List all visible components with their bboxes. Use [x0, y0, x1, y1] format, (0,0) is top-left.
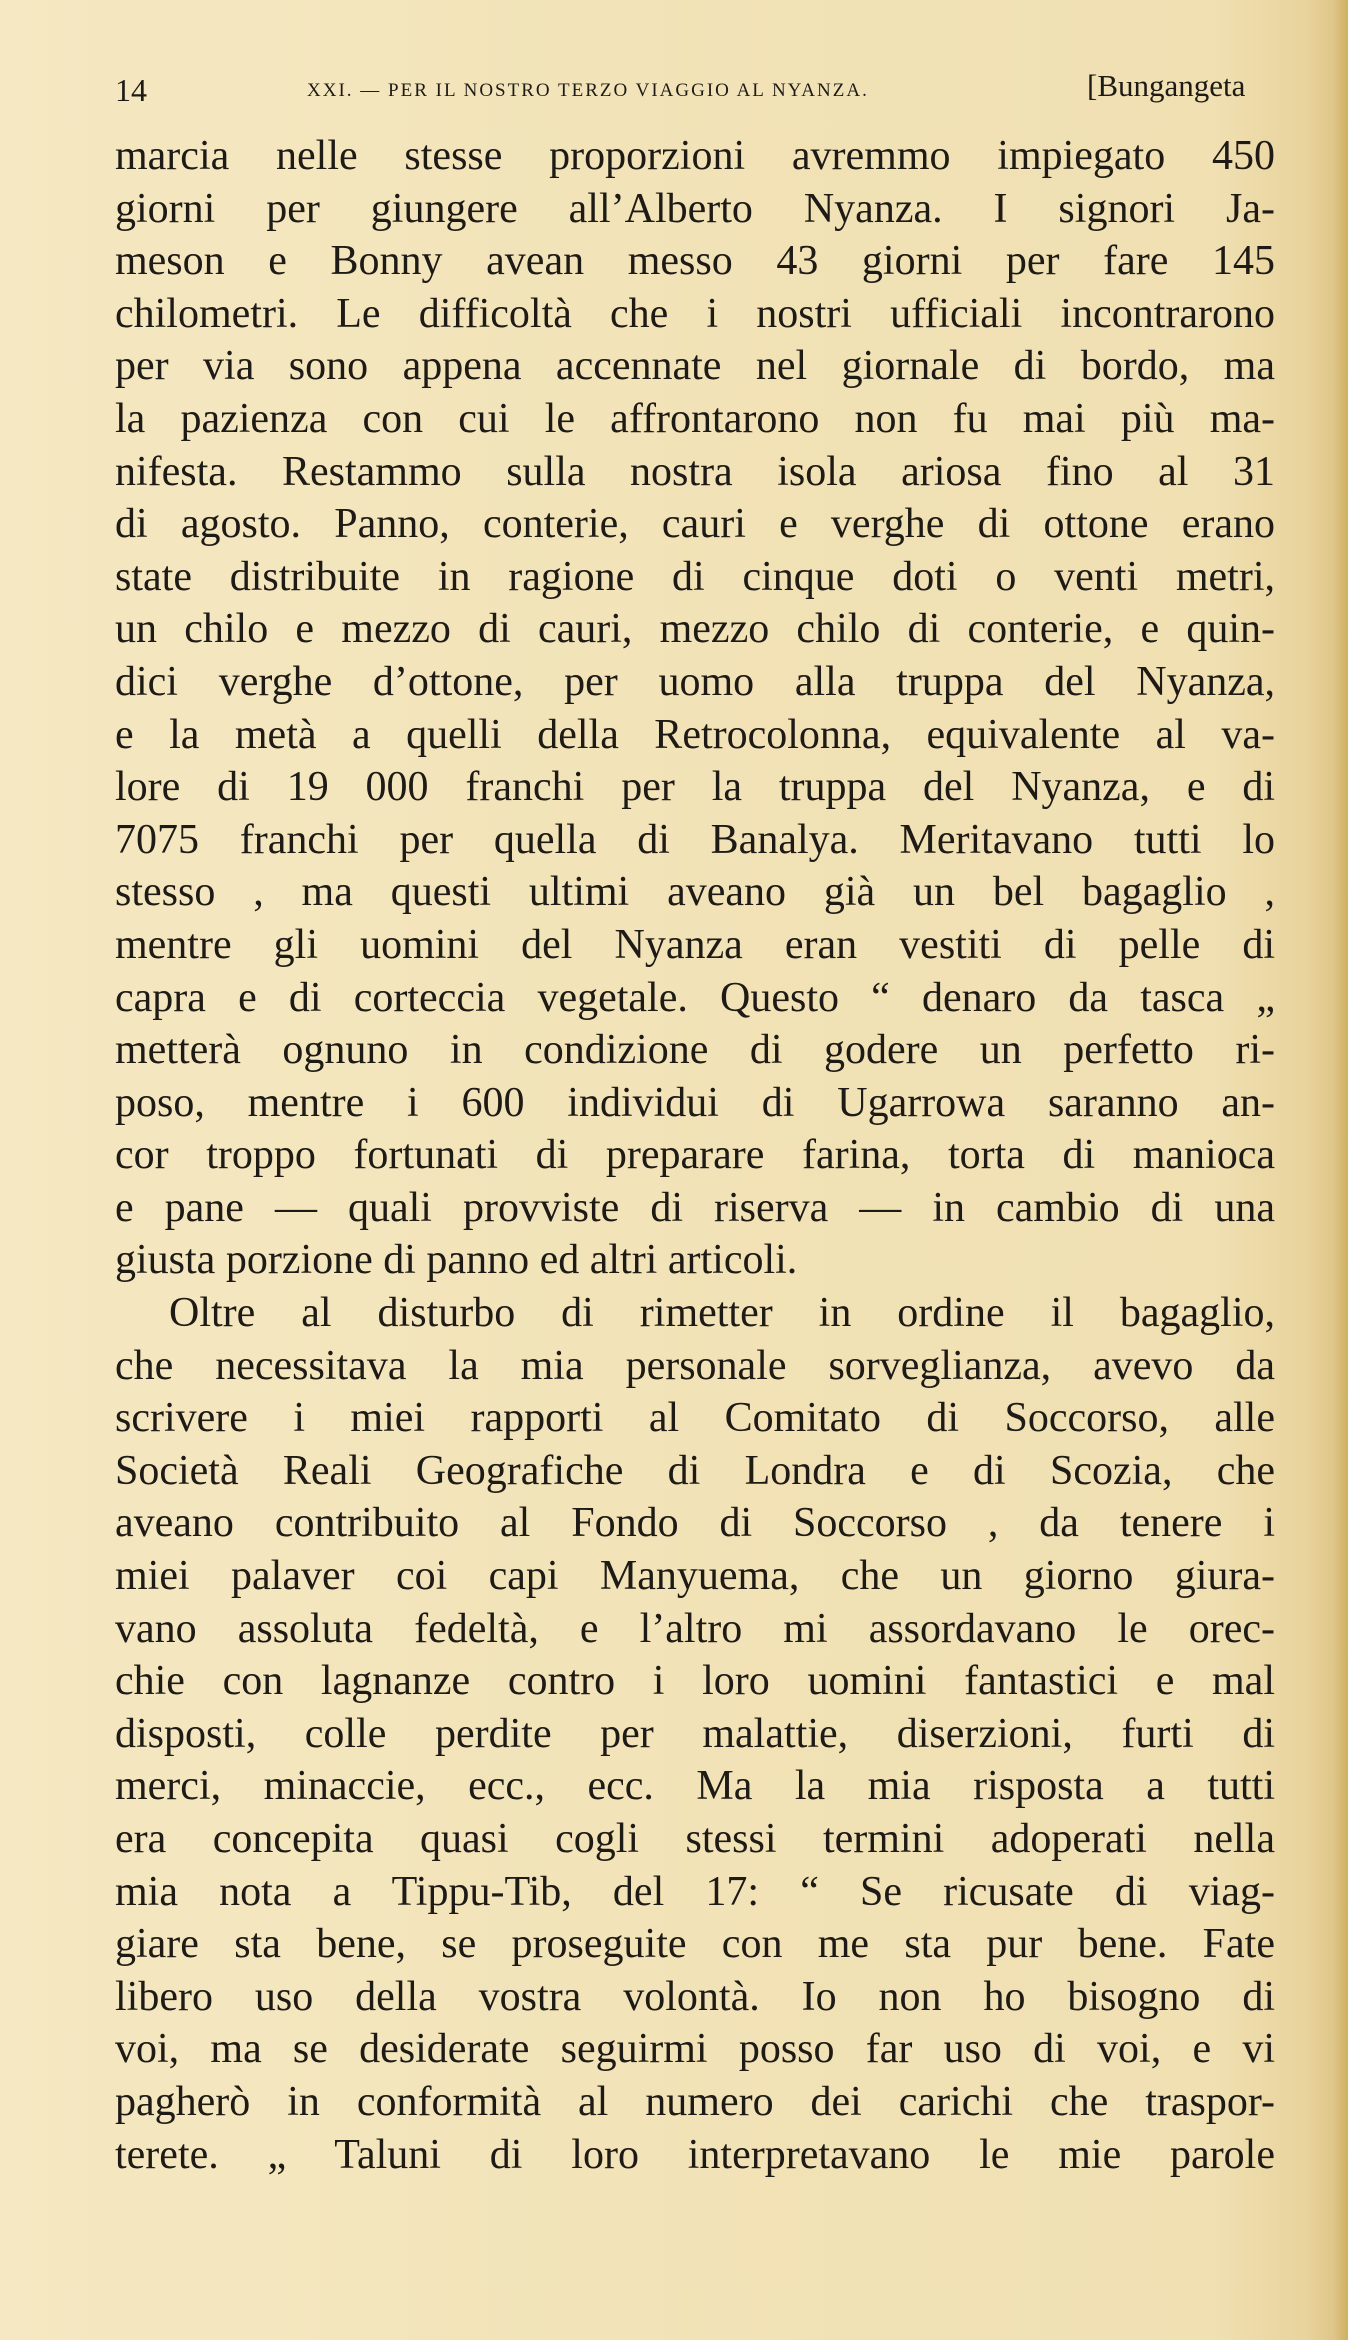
- text-line: merci, minaccie, ecc., ecc. Ma la mia risposta a tutti: [115, 1763, 1275, 1810]
- text-line: un chilo e mezzo di cauri, mezzo chilo di conterie, e quin-: [115, 606, 1275, 653]
- text-line: pagherò in conformità al numero dei carichi che traspor-: [115, 2078, 1275, 2125]
- text-line: giorni per giungere all’Alberto Nyanza. I signori Ja-: [115, 185, 1275, 232]
- text-line: 7075 franchi per quella di Banalya. Meritavano tutti lo: [115, 816, 1275, 863]
- text-line-paragraph-start: Oltre al disturbo di rimetter in ordine il bagaglio,: [169, 1290, 1275, 1337]
- text-line: terete. „ Taluni di loro interpretavano le mie parole: [115, 2131, 1275, 2178]
- body-text: [115, 130, 1275, 2181]
- section-marker: [Bungangeta: [1087, 68, 1246, 103]
- text-line: stesso , ma questi ultimi aveano già un bel bagaglio ,: [115, 869, 1275, 916]
- text-line: cor troppo fortunati di preparare farina, torta di manioca: [115, 1132, 1275, 1179]
- text-line: mia nota a Tippu-Tib, del 17: “ Se ricusate di viag-: [115, 1868, 1275, 1915]
- text-line: chilometri. Le difficoltà che i nostri ufficiali incontrarono: [115, 290, 1275, 337]
- text-line: per via sono appena accennate nel giornale di bordo, ma: [115, 343, 1275, 390]
- text-line: Società Reali Geografiche di Londra e di Scozia, che: [115, 1447, 1275, 1494]
- text-line: aveano contribuito al Fondo di Soccorso , da tenere i: [115, 1500, 1275, 1547]
- text-line: poso, mentre i 600 individui di Ugarrowa saranno an-: [115, 1079, 1275, 1126]
- text-line: mentre gli uomini del Nyanza eran vestiti di pelle di: [115, 921, 1275, 968]
- text-line: e pane — quali provviste di riserva — in cambio di una: [115, 1184, 1275, 1231]
- text-line: scrivere i miei rapporti al Comitato di Soccorso, alle: [115, 1395, 1275, 1442]
- text-line: chie con lagnanze contro i loro uomini fantastici e mal: [115, 1658, 1275, 1705]
- text-line: marcia nelle stesse proporzioni avremmo impiegato 450: [115, 133, 1275, 179]
- text-line: capra e di corteccia vegetale. Questo “ denaro da tasca „: [115, 974, 1275, 1021]
- text-line: libero uso della vostra volontà. Io non ho bisogno di: [115, 1973, 1275, 2020]
- text-line: vano assoluta fedeltà, e l’altro mi assordavano le orec-: [115, 1605, 1275, 1652]
- text-line-paragraph-end: giusta porzione di panno ed altri articoli.: [115, 1237, 798, 1284]
- text-line: voi, ma se desiderate seguirmi posso far uso di voi, e vi: [115, 2026, 1275, 2073]
- text-line: che necessitava la mia personale sorveglianza, avevo da: [115, 1342, 1275, 1389]
- text-line: disposti, colle perdite per malattie, diserzioni, furti di: [115, 1710, 1275, 1757]
- text-line: miei palaver coi capi Manyuema, che un giorno giura-: [115, 1553, 1275, 1600]
- text-line: e la metà a quelli della Retrocolonna, equivalente al va-: [115, 711, 1275, 758]
- text-line: nifesta. Restammo sulla nostra isola ariosa fino al 31: [115, 448, 1275, 495]
- text-line: di agosto. Panno, conterie, cauri e verghe di ottone erano: [115, 501, 1275, 548]
- running-head: [115, 60, 1295, 110]
- text-line: la pazienza con cui le affrontarono non fu mai più ma-: [115, 395, 1275, 442]
- text-line: metterà ognuno in condizione di godere un perfetto ri-: [115, 1027, 1275, 1074]
- text-line: dici verghe d’ottone, per uomo alla truppa del Nyanza,: [115, 658, 1275, 705]
- text-line: giare sta bene, se proseguite con me sta pur bene. Fate: [115, 1921, 1275, 1968]
- text-line: meson e Bonny avean messo 43 giorni per fare 145: [115, 238, 1275, 285]
- text-line: state distribuite in ragione di cinque doti o venti metri,: [115, 553, 1275, 600]
- chapter-title: XXI. — PER IL NOSTRO TERZO VIAGGIO AL NYANZA.: [307, 80, 869, 101]
- text-line: lore di 19 000 franchi per la truppa del Nyanza, e di: [115, 764, 1275, 811]
- text-line: era concepita quasi cogli stessi termini adoperati nella: [115, 1816, 1275, 1862]
- page-edge-shading: [1334, 0, 1348, 2340]
- page-number: 14: [115, 72, 147, 108]
